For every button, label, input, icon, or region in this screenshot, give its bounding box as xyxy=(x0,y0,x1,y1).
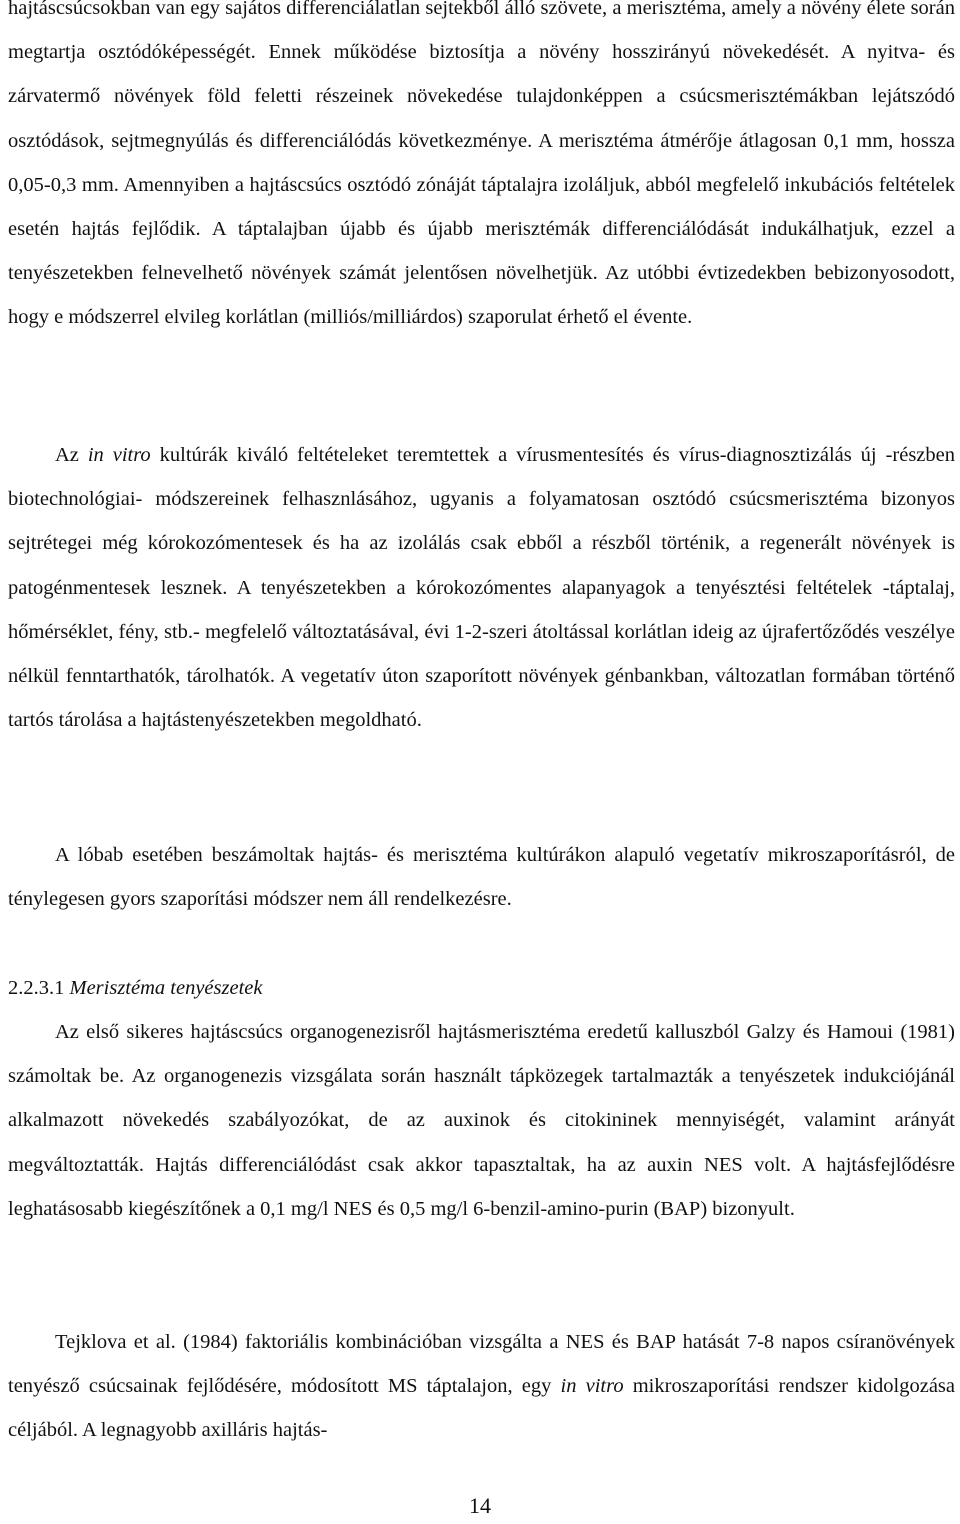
paragraph-text-rest: mikroszaporítási rendszer kidolgozása céljából. A legnagyobb axilláris hajtás- xyxy=(8,1375,956,1442)
paragraph-text: hajtáscsúcsokban van egy sajátos differenciálatlan sejtekből álló szövete, a merisztéma, amely a növény élete során megtartja osztódóképességét. Ennek működése biztosítja a növény hosszirányú növekedését. A nyitva- és zárvatermő növények föld feletti részeinek növekedése tulajdonképpen a csúcsmerisztémákban lejátszódó osztódások, sejtmegnyúlás és differenciálódás következménye. A merisztéma átmérője átlagosan 0,1 mm, hossza 0,05-0,3 mm. Amennyiben a hajtáscsúcs osztódó zónáját táptalajra izoláljuk, abból megfelelő inkubációs feltételek esetén hajtás fejlődik. A táptalajban újabb és újabb merisztémák differenciálódását indukálhatjuk, ezzel a tenyészetekben felnevelhető növények számát jelentősen növelhetjük. Az utóbbi évtizedekben bebizonyosodott, hogy e módszerrel elvileg korlátlan (milliós/milliárdos) szaporulat érhető el évente. xyxy=(8,0,955,329)
paragraph-in-vitro-virus xyxy=(8,433,955,742)
paragraph-organogenesis xyxy=(8,1010,955,1231)
page-number: 14 xyxy=(469,1493,491,1518)
paragraph-text-start: Az xyxy=(55,444,88,466)
heading-title: Merisztéma tenyészetek xyxy=(69,977,263,999)
paragraph-text: A lóbab esetében beszámoltak hajtás- és merisztéma kultúrákon alapuló vegetatív mikroszaporításról, de ténylegesen gyors szaporítási módszer nem áll rendelkezésre. xyxy=(8,844,955,911)
paragraph-meristem-intro xyxy=(8,0,955,340)
paragraph-tejklova xyxy=(8,1320,955,1453)
heading-number: 2.2.3.1 xyxy=(8,977,70,999)
italic-term: in vitro xyxy=(560,1375,624,1398)
paragraph-text-start: Tejklova et al. (1984) faktoriális kombinációban vizsgálta a NES és BAP hatását 7-8 napos csíranövények tenyésző csúcsainak fejlődésére, módosított MS táptalajon, egy xyxy=(8,1331,955,1398)
paragraph-faba-bean xyxy=(8,833,955,921)
italic-term: in vitro xyxy=(87,444,151,466)
section-heading xyxy=(8,968,262,1008)
paragraph-text: Az első sikeres hajtáscsúcs organogenezisről hajtásmerisztéma eredetű kalluszból Galzy és Hamoui (1981) számoltak be. Az organogenezis vizsgálata során használt tápközegek tartalmazták a tenyészetek indukciójánál alkalmazott növekedés szabályozókat, de az auxinok és citokininek mennyiségét, valamint arányát megváltoztatták. Hajtás differenciálódást csak akkor tapasztaltak, ha az auxin NES volt. A hajtásfejlődésre leghatásosabb kiegészítőnek a 0,1 mg/l NES és 0,5 mg/l 6-benzil-amino-purin (BAP) bizonyult. xyxy=(8,1021,955,1220)
paragraph-text-rest: kultúrák kiváló feltételeket teremtettek a vírusmentesítés és vírus-diagnosztizálás új -részben biotechnológiai- módszereinek felhasznlásához, ugyanis a folyamatosan osztódó csúcsmerisztéma bizonyos sejtrétegei még kórokozómentesek és ha az izolálás csak ebből a részből történik, a regenerált növények is patogénmentesek lesznek. A tenyészetekben a kórokozómentes alapanyagok a tenyésztési feltételek -táptalaj, hőmérséklet, fény, stb.- megfelelő változtatásával, évi 1-2-szeri átoltással korlátlan ideig az újrafertőződés veszélye nélkül fenntarthatók, tárolhatók. A vegetatív úton szaporított növények génbankban, változatlan formában történő tartós tárolása a hajtástenyészetekben megoldható. xyxy=(8,444,955,732)
